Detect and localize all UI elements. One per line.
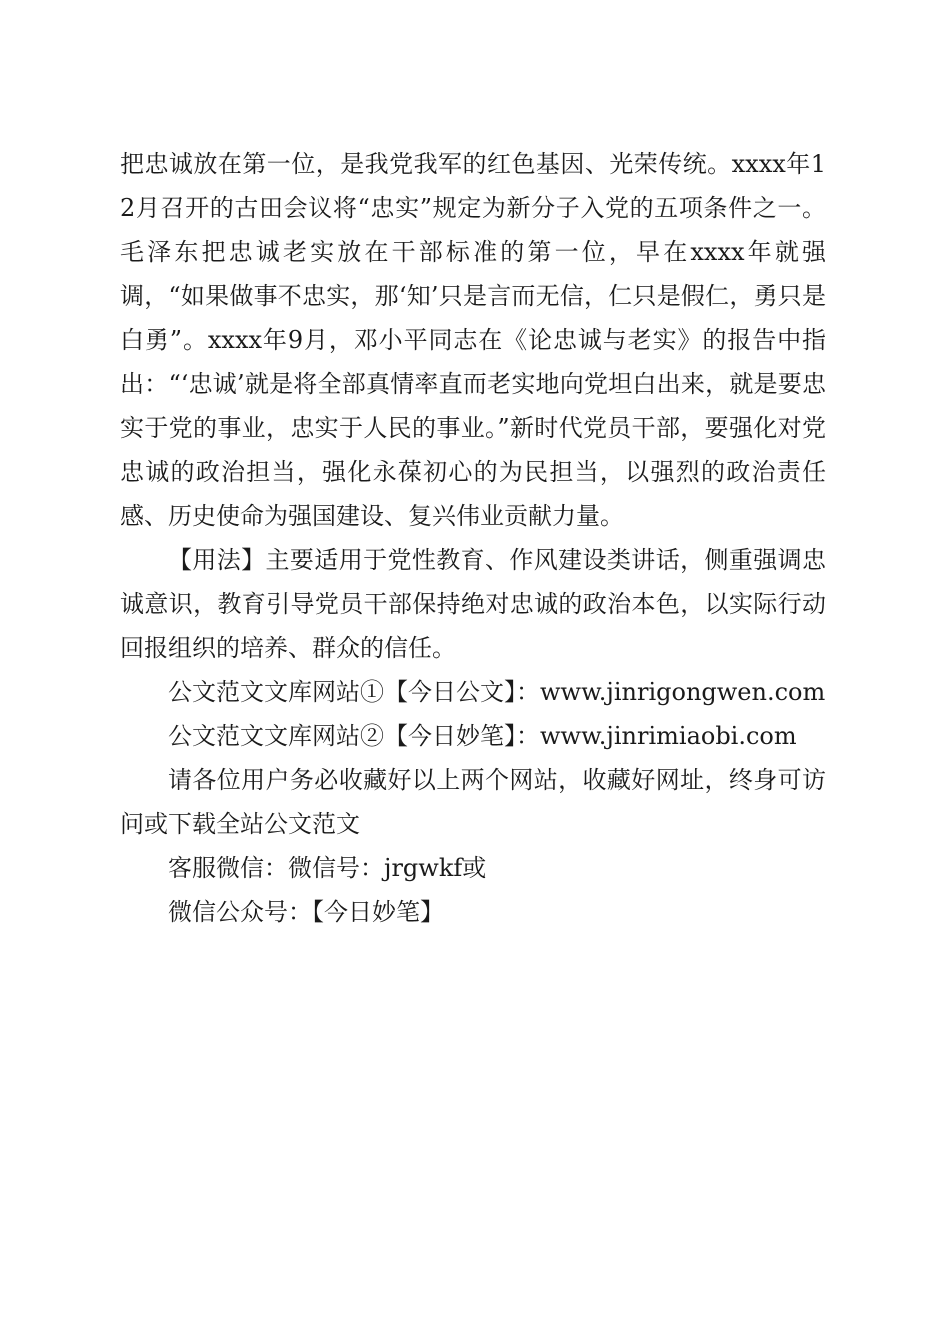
paragraph-site-2: 公文范文文库网站②【今日妙笔】：www.jinrimiaobi.com	[168, 722, 797, 750]
paragraph-official-account: 微信公众号：【今日妙笔】	[168, 898, 444, 926]
paragraph-site-1: 公文范文文库网站①【今日公文】：www.jinrigongwen.com	[168, 678, 826, 706]
paragraph-usage: 【用法】主要适用于党性教育、作风建设类讲话，侧重强调忠诚意识，教育引导党员干部保持绝对忠诚的政治本色，以实际行动回报组织的培养、群众的信任。	[120, 546, 826, 662]
paragraph-intro: 把忠诚放在第一位，是我党我军的红色基因、光荣传统。xxxx年12月召开的古田会议将“忠实”规定为新分子入党的五项条件之一。毛泽东把忠诚老实放在干部标准的第一位，早在xxxx年就强调，“如果做事不忠实，那‘知’只是言而无信，仁只是假仁，勇只是白勇”。xxxx年9月，邓小平同志在《论忠诚与老实》的报告中指出：“‘忠诚’就是将全部真情率直而老实地向党坦白出来，就是要忠实于党的事业，忠实于人民的事业。”新时代党员干部，要强化对党忠诚的政治担当，强化永葆初心的为民担当，以强烈的政治责任感、历史使命为强国建设、复兴伟业贡献力量。	[120, 150, 826, 530]
paragraph-reminder: 请各位用户务必收藏好以上两个网站，收藏好网址，终身可访问或下载全站公文范文	[120, 766, 826, 838]
paragraph-wechat: 客服微信：微信号：jrgwkf或	[168, 854, 487, 882]
document-body	[120, 142, 826, 934]
